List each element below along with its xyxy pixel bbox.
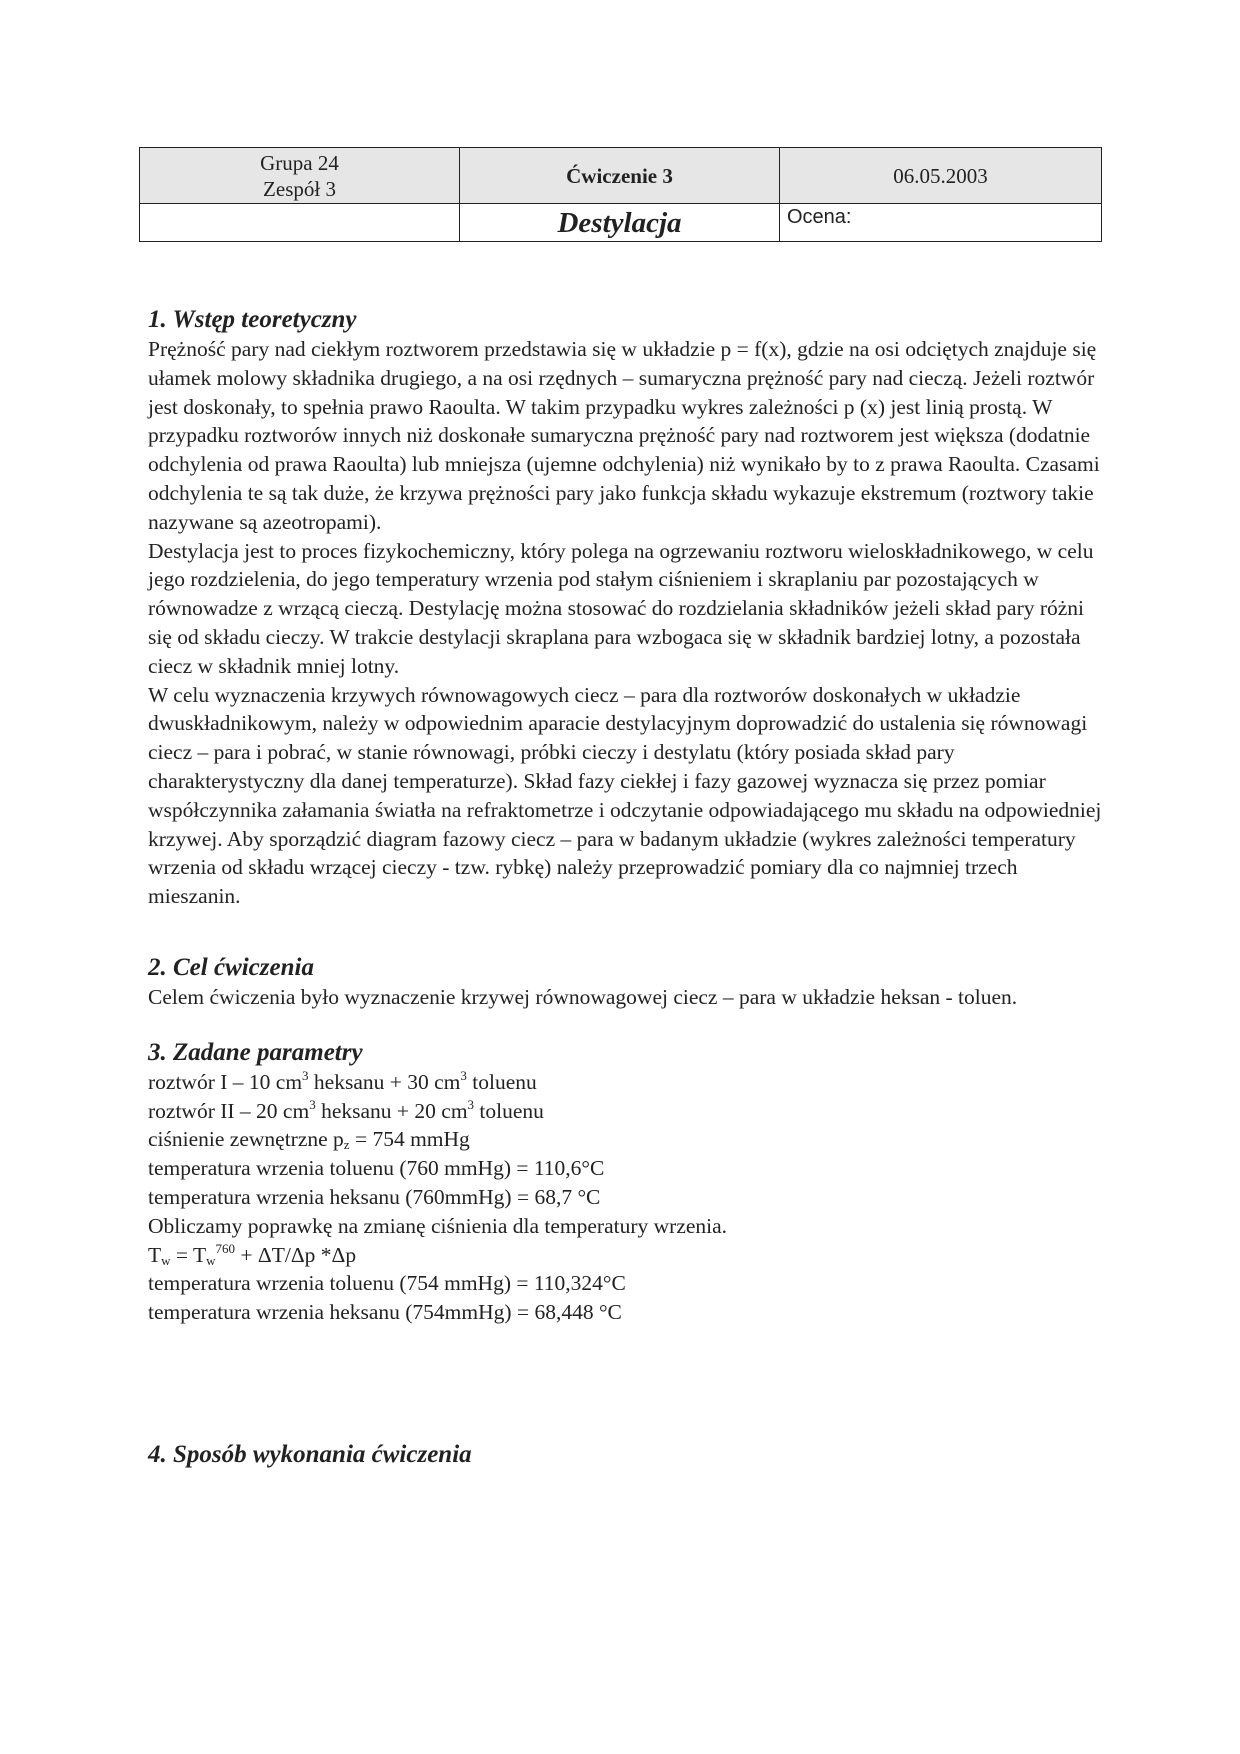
param-pressure: ciśnienie zewnętrzne $p_z = 754$ mmHg <box>148 1127 470 1153</box>
param-formula: $T_w = T_w^{760} + \Delta T/\Delta p$ *Δp <box>148 1240 357 1268</box>
section-heading-goal: 2. Cel ćwiczenia <box>148 953 314 981</box>
header-row-top <box>140 148 1102 204</box>
empty-cell <box>140 204 460 242</box>
goal-paragraph: Celem ćwiczenia było wyznaczenie krzywej równowagowej ciecz – para w układzie heksan - toluen. <box>148 984 1018 1009</box>
team-label: Zespół 3 <box>263 176 336 201</box>
date-label: 06.05.2003 <box>780 148 1102 204</box>
param-toluene-760: temperatura wrzenia toluenu (760 mmHg) = 110,6°C <box>148 1156 605 1181</box>
section-heading-intro: 1. Wstęp teoretyczny <box>148 306 357 333</box>
group-label: Grupa 24 <box>260 150 339 175</box>
param-hexane-754: temperatura wrzenia heksanu (754mmHg) = 68,448 °C <box>148 1300 622 1325</box>
section-heading-method: 4. Sposób wykonania ćwiczenia <box>148 1440 472 1468</box>
intro-paragraph-2: Destylacja jest to proces fizykochemiczny, który polega na ogrzewaniu roztworu wieloskładnikowego, w celu jego rozdzielenia, do jego temperatury wrzenia pod stałym ciśnieniem i skraplaniu par pozostających w równowadze z wrzącą cieczą. Destylację można stosować do rozdzielania składników jeżeli skład pary różni się od składu cieczy. W trakcie destylacji skraplana para wzbogaca się w składnik bardziej lotny, a pozostała ciecz w składnik mniej lotny. <box>148 538 1094 678</box>
param-toluene-754: temperatura wrzenia toluenu (754 mmHg) = 110,324°C <box>148 1271 626 1296</box>
grade-label: Ocena: <box>780 204 1102 242</box>
param-solution-1: roztwór I – 10 $cm^3$ heksanu + 30 $cm^3$ toluenu <box>148 1067 537 1094</box>
document-body <box>148 305 1108 1470</box>
exercise-label: Ćwiczenie 3 <box>460 148 780 204</box>
header-table <box>139 147 1102 242</box>
param-correction-note: Obliczamy poprawkę na zmianę ciśnienia dla temperatury wrzenia. <box>148 1213 728 1238</box>
document-title: Destylacja <box>460 204 780 242</box>
group-cell <box>140 148 460 204</box>
intro-paragraph-3: W celu wyznaczenia krzywych równowagowych ciecz – para dla roztworów doskonałych w układzie dwuskładnikowym, należy w odpowiednim aparacie destylacyjnym doprowadzić do ustalenia się równowagi ciecz – para i pobrać, w stanie równowagi, próbki cieczy i destylatu (który posiada skład pary charakterystyczny dla danej temperaturze). Skład fazy ciekłej i fazy gazowej wyznacza się przez pomiar współczynnika załamania światła na refraktometrze i odczytanie odpowiadającego mu składu na odpowiedniej krzywej. Aby sporządzić diagram fazowy ciecz – para w badanym układzie (wykres zależności temperatury wrzenia od składu wrzącej cieczy - tzw. rybkę) należy przeprowadzić pomiary dla co najmniej trzech mieszanin. <box>148 682 1102 909</box>
param-hexane-760: temperatura wrzenia heksanu (760mmHg) = 68,7 °C <box>148 1184 601 1209</box>
param-solution-2: roztwór II – 20 $cm^3$ heksanu + 20 $cm^3$ toluenu <box>148 1096 544 1123</box>
section-heading-params: 3. Zadane parametry <box>148 1038 363 1066</box>
header-row-bottom <box>140 204 1102 242</box>
intro-paragraph-1: Prężność pary nad ciekłym roztworem przedstawia się w układzie p = f(x), gdzie na osi odciętych znajduje się ułamek molowy składnika drugiego, a na osi rzędnych – sumaryczna prężność pary nad cieczą. Jeżeli roztwór jest doskonały, to spełnia prawo Raoulta. W takim przypadku wykres zależności p (x) jest linią prostą. W przypadku roztworów innych niż doskonałe sumaryczna prężność pary nad roztworem jest większa (dodatnie odchylenia od prawa Raoulta) lub mniejsza (ujemne odchylenia) niż wynikało by to z prawa Raoulta. Czasami odchylenia te są tak duże, że krzywa prężności pary jako funkcja składu wykazuje ekstremum (roztwory takie nazywane są azeotropami). <box>148 337 1100 534</box>
